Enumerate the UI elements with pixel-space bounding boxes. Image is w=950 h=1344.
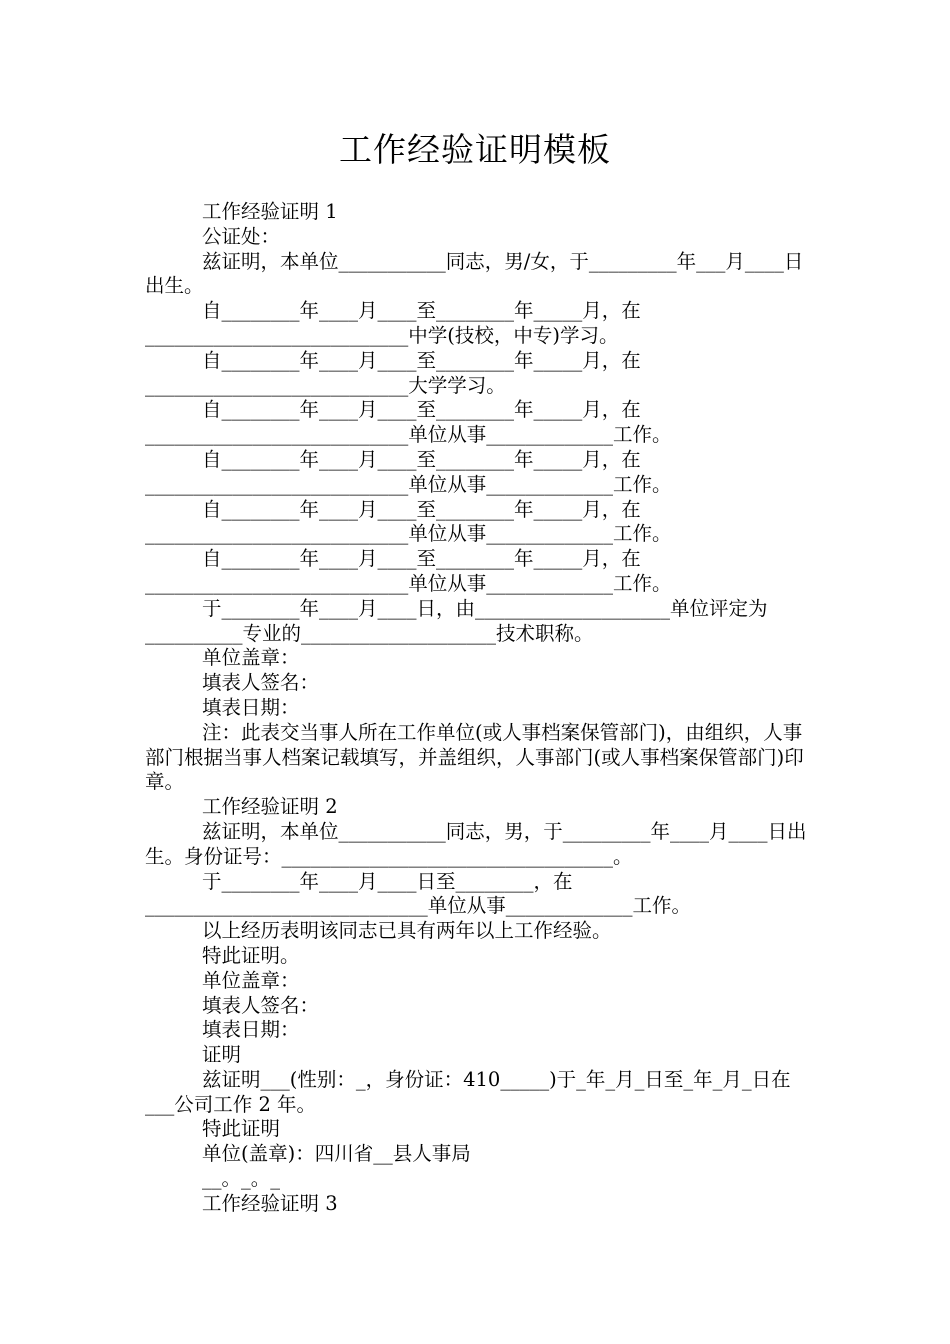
note-paragraph: 注：此表交当事人所在工作单位(或人事档案保管部门)，由组织，人事部门根据当事人档案记载填写，并盖组织，人事部门(或人事档案保管部门)印章。 [145, 720, 804, 794]
heading-certificate-3: 工作经验证明 3 [202, 1191, 338, 1215]
seal-line-3: 单位(盖章)：四川省__县人事局 [202, 1142, 471, 1166]
work-line-5: 于________年____月____日至________，在_____________________________单位从事_____________工作。 [145, 869, 692, 918]
date-line-2: 填表日期： [202, 1018, 300, 1042]
university-line: 自________年____月____至________年_____月，在___________________________大学学习。 [145, 348, 641, 397]
signer-line-1: 填表人签名： [202, 671, 320, 695]
experience-statement: 以上经历表明该同志已具有两年以上工作经验。 [202, 919, 612, 943]
heading-proof: 证明 [202, 1043, 242, 1067]
date-line-1: 填表日期： [202, 695, 300, 719]
heading-certificate-1: 工作经验证明 1 [202, 200, 338, 223]
hereby-certify-1: 特此证明。 [202, 943, 300, 967]
signer-line-2: 填表人签名： [202, 993, 320, 1017]
document-body [145, 200, 810, 1217]
intro-line-2: 兹证明，本单位___________同志，男，于_________年____月____日出生。身份证号：__________________________________。 [145, 819, 807, 868]
hereby-certify-2: 特此证明 [202, 1117, 281, 1141]
intro-line-1: 兹证明，本单位___________同志，男/女，于_________年___月____日出生。 [145, 249, 804, 298]
seal-line-2: 单位盖章： [202, 968, 300, 992]
title-assessment-line: 于________年____月____日，由____________________单位评定为__________专业的____________________技术职称。 [145, 596, 768, 645]
proof-paragraph: 兹证明___(性别：_，身份证：410_____)于_年_月_日至_年_月_日在___公司工作 2 年。 [145, 1067, 791, 1116]
date-blanks-line: __。_。_ [202, 1167, 281, 1191]
work-line-1: 自________年____月____至________年_____月，在___________________________单位从事_____________工作。 [145, 398, 672, 447]
addressee-line: 公证处： [202, 224, 281, 248]
work-line-3: 自________年____月____至________年_____月，在___________________________单位从事_____________工作。 [145, 497, 672, 546]
heading-certificate-2: 工作经验证明 2 [202, 795, 338, 819]
seal-line-1: 单位盖章： [202, 646, 300, 670]
work-line-4: 自________年____月____至________年_____月，在___________________________单位从事_____________工作。 [145, 547, 672, 595]
work-line-2: 自________年____月____至________年_____月，在___________________________单位从事_____________工作。 [145, 447, 672, 496]
document-title: 工作经验证明模板 [339, 130, 611, 169]
school-line-1: 自________年____月____至________年_____月，在___________________________中学(技校，中专)学习。 [145, 299, 641, 347]
